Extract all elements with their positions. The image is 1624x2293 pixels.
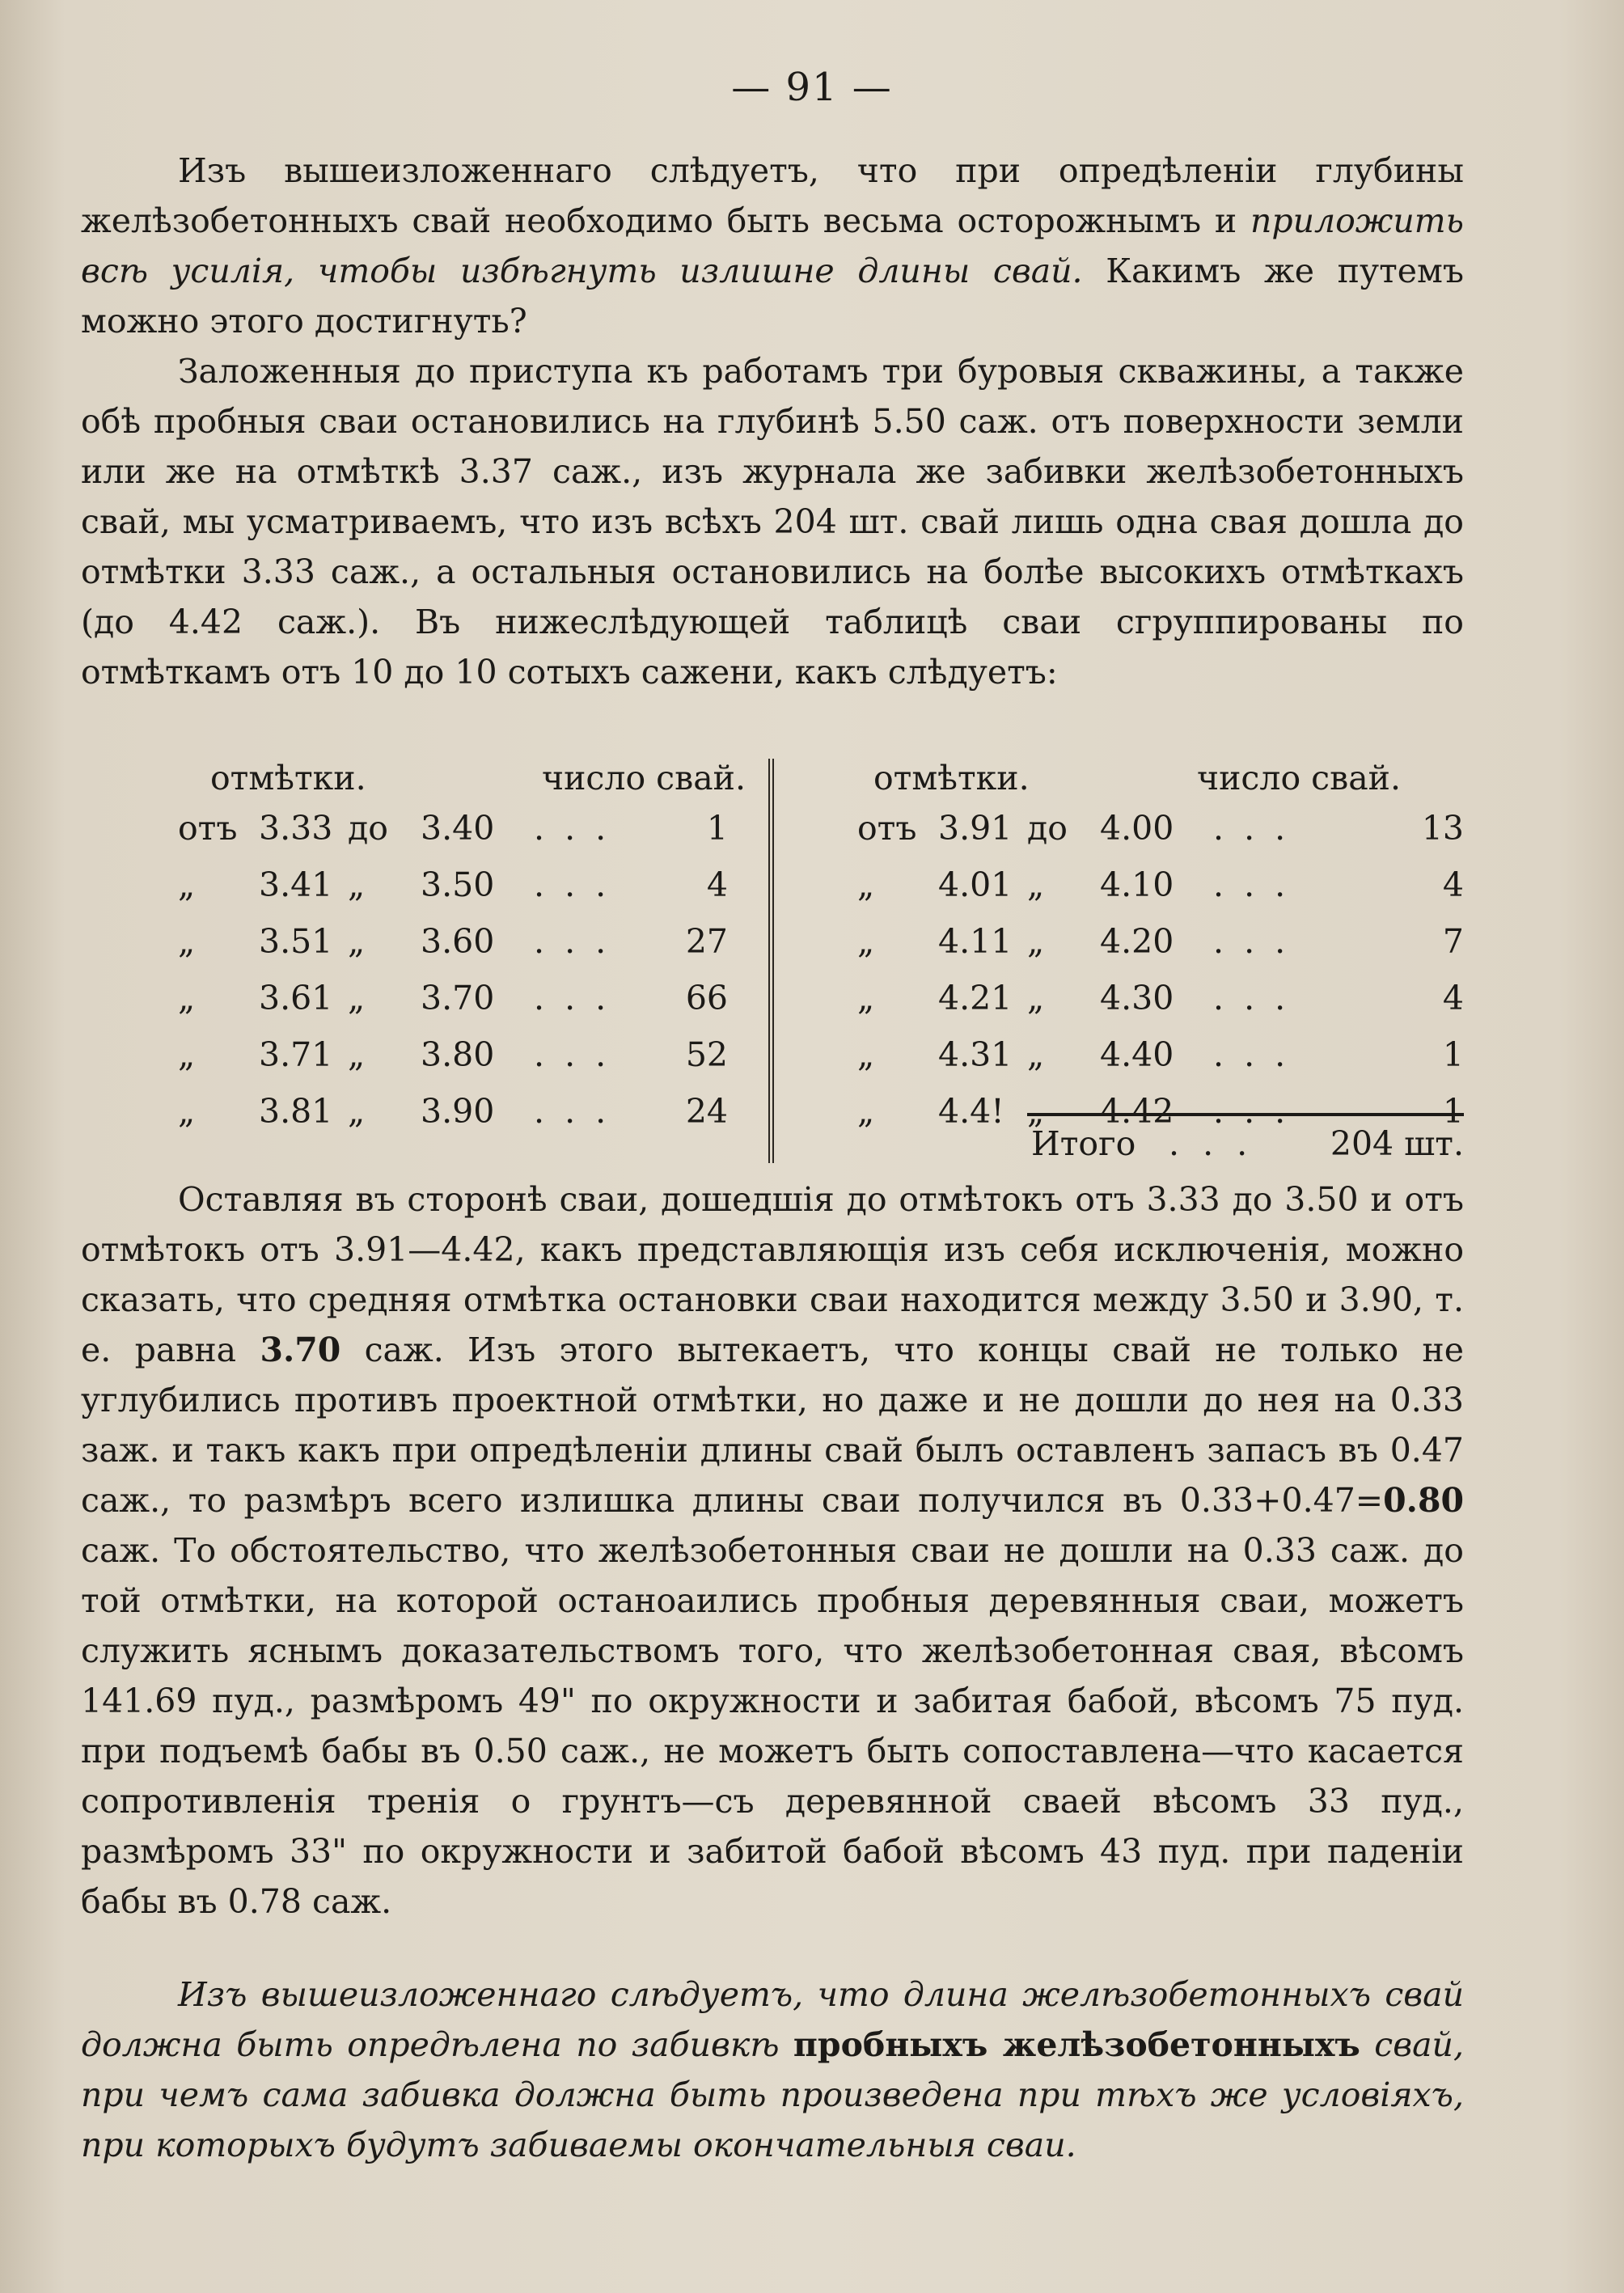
range-connector: „	[1027, 979, 1045, 1017]
range-connector: „	[1027, 1092, 1045, 1131]
pile-count: 4	[1442, 865, 1464, 904]
pile-count: 1	[706, 809, 728, 848]
table-row	[178, 1092, 825, 1149]
range-prefix: „	[178, 865, 196, 904]
range-low: 3.61	[259, 979, 333, 1017]
range-prefix: „	[857, 865, 875, 904]
range-connector: „	[348, 922, 366, 961]
range-connector: „	[1027, 865, 1045, 904]
range-connector: до	[1027, 809, 1068, 848]
range-low: 4.11	[938, 922, 1013, 961]
range-high: 4.30	[1100, 979, 1174, 1017]
leader-dots: . . .	[534, 1092, 611, 1131]
paragraph-analysis-a: Оставляя въ сторонѣ сваи, дошедшія до отмѣтокъ отъ 3.33 до 3.50 и отъ отмѣтокъ отъ 3.91—4.42, какъ представляющія изъ себя исключенія, можно сказать, что средняя отмѣтка остановки сваи находится между 3.50 и 3.90, т. е. равна	[81, 1180, 1464, 1369]
range-high: 4.40	[1100, 1035, 1174, 1074]
paragraph-analysis	[81, 1174, 1464, 1927]
range-low: 4.21	[938, 979, 1013, 1017]
leader-dots: . . .	[1213, 1092, 1291, 1131]
range-high: 4.00	[1100, 809, 1174, 848]
paragraph-conclusion-b: свай, при чемъ сама забивка должна быть произведена при тѣхъ же условіяхъ, при которыхъ будутъ забиваемы окончательныя сваи.	[81, 2025, 1464, 2164]
paragraph-conclusion-bold: пробныхъ желѣзобетонныхъ	[793, 2025, 1360, 2064]
leader-dots: . . .	[1213, 979, 1291, 1017]
paragraph-intro-emphasis: приложить всѣ усилія, чтобы избѣгнуть излишне длины свай.	[81, 201, 1464, 290]
range-low: 3.81	[259, 1092, 333, 1131]
range-low: 3.41	[259, 865, 333, 904]
paragraph-analysis-c: саж. То обстоятельство, что желѣзобетонныя сваи не дошли на 0.33 саж. до той отмѣтки, на которой останоаились пробныя деревянныя сваи, можетъ служить яснымъ доказательствомъ того, что желѣзобетонная свая, вѣсомъ 141.69 пуд., размѣромъ 49" по окружности и забитая бабой, вѣсомъ 75 пуд. при подъемѣ бабы въ 0.50 саж., не можетъ быть сопоставлена—что касается сопротивленія тренія о грунтъ—съ деревянной сваей вѣсомъ 33 пуд., размѣромъ 33" по окружности и забитой бабой вѣсомъ 43 пуд. при паденіи бабы въ 0.78 саж.	[81, 1531, 1464, 1921]
range-prefix: „	[178, 1035, 196, 1074]
pile-count: 4	[706, 865, 728, 904]
total-value: 204 шт.	[1330, 1124, 1464, 1163]
range-prefix: „	[178, 1092, 196, 1131]
range-prefix: „	[857, 979, 875, 1017]
range-low: 3.51	[259, 922, 333, 961]
pile-count: 4	[1442, 979, 1464, 1017]
header-count: число свай.	[1197, 759, 1402, 797]
leader-dots: . . .	[1213, 1035, 1291, 1074]
pile-marks-tables	[81, 759, 1464, 1171]
range-high: 3.50	[421, 865, 495, 904]
range-prefix: „	[857, 1035, 875, 1074]
header-marks: отмѣтки.	[873, 759, 1030, 797]
range-connector: „	[1027, 922, 1045, 961]
range-low: 3.71	[259, 1035, 333, 1074]
range-high: 4.20	[1100, 922, 1174, 961]
leader-dots: . . .	[1213, 922, 1291, 961]
range-low: 3.33	[259, 809, 333, 848]
total-rule	[1027, 1113, 1464, 1116]
leader-dots: . . .	[534, 1035, 611, 1074]
range-high: 3.90	[421, 1092, 495, 1131]
table-row	[857, 922, 1464, 979]
pile-count: 27	[685, 922, 728, 961]
table-row	[178, 1035, 825, 1092]
leader-dots: . . .	[1213, 865, 1291, 904]
range-prefix: отъ	[178, 809, 238, 848]
paragraph-boreholes: Заложенныя до приступа къ работамъ три буровыя скважины, а также обѣ пробныя сваи остановились на глубинѣ 5.50 саж. отъ поверхности земли или же на отмѣткѣ 3.37 саж., изъ журнала же забивки желѣзобетонныхъ свай, мы усматриваемъ, что изъ всѣхъ 204 шт. свай лишь одна свая дошла до отмѣтки 3.33 саж., а остальныя остановились на болѣе высокихъ отмѣткахъ (до 4.42 саж.). Въ нижеслѣдующей таблицѣ сваи сгруппированы по отмѣткамъ отъ 10 до 10 сотыхъ сажени, какъ слѣдуетъ:	[81, 352, 1464, 692]
table-row	[178, 922, 825, 979]
paragraph-intro	[81, 146, 1464, 697]
table-row	[857, 809, 1464, 865]
table-divider	[768, 759, 774, 1163]
leader-dots: . . .	[534, 922, 611, 961]
range-prefix: „	[857, 922, 875, 961]
leader-dots: . . .	[534, 979, 611, 1017]
table-left	[178, 759, 825, 1149]
total-label: Итого	[1031, 1124, 1136, 1163]
range-connector: „	[348, 1035, 366, 1074]
range-connector: „	[1027, 1035, 1045, 1074]
table-row	[857, 865, 1464, 922]
range-high: 3.80	[421, 1035, 495, 1074]
range-prefix: отъ	[857, 809, 917, 848]
paragraph-analysis-b: саж. Изъ этого вытекаетъ, что концы свай не только не углубились противъ проектной отмѣтки, но даже и не дошли до нея на 0.33 заж. и такъ какъ при опредѣленіи длины свай былъ оставленъ запасъ въ 0.47 саж., то размѣръ всего излишка длины сваи получился въ 0.33+0.47=	[81, 1331, 1465, 1520]
table-row	[857, 979, 1464, 1035]
header-count: число свай.	[542, 759, 746, 797]
pile-count: 1	[1442, 1092, 1464, 1131]
range-low: 3.91	[938, 809, 1013, 848]
pile-count: 13	[1421, 809, 1464, 848]
range-high: 4.42	[1100, 1092, 1174, 1131]
range-low: 4.31	[938, 1035, 1013, 1074]
paragraph-conclusion-a: Изъ вышеизложеннаго слѣдуетъ, что длина желѣзобетонныхъ свай должна быть опредѣлена по забивкѣ	[81, 1975, 1464, 2064]
pile-count: 52	[685, 1035, 728, 1074]
range-connector: до	[348, 809, 388, 848]
paragraph-intro-text: Изъ вышеизложеннаго слѣдуетъ, что при опредѣленіи глубины желѣзобетонныхъ свай необходимо быть весьма осторожнымъ и	[81, 151, 1464, 240]
range-low: 4.01	[938, 865, 1013, 904]
range-high: 3.70	[421, 979, 495, 1017]
mean-mark-value: 3.70	[260, 1331, 341, 1369]
table-left-header	[178, 759, 825, 809]
page-number: — 91 —	[731, 65, 893, 110]
range-connector: „	[348, 1092, 366, 1131]
leader-dots: . . .	[534, 865, 611, 904]
range-connector: „	[348, 865, 366, 904]
table-row	[178, 865, 825, 922]
header-marks: отмѣтки.	[210, 759, 366, 797]
paragraph-intro-end: Какимъ же путемъ можно этого достигнуть?	[81, 252, 1464, 341]
total-dots: . . .	[1169, 1124, 1254, 1163]
table-right	[857, 759, 1464, 1149]
table-row	[178, 979, 825, 1035]
pile-count: 7	[1442, 922, 1464, 961]
range-connector: „	[348, 979, 366, 1017]
range-prefix: „	[857, 1092, 875, 1131]
pile-count: 1	[1442, 1035, 1464, 1074]
table-row	[857, 1035, 1464, 1092]
table-row	[178, 809, 825, 865]
table-right-header	[857, 759, 1464, 809]
range-high: 3.40	[421, 809, 495, 848]
range-prefix: „	[178, 922, 196, 961]
range-high: 3.60	[421, 922, 495, 961]
range-prefix: „	[178, 979, 196, 1017]
range-low: 4.4!	[938, 1092, 1004, 1131]
range-high: 4.10	[1100, 865, 1174, 904]
leader-dots: . . .	[1213, 809, 1291, 848]
pile-count: 24	[685, 1092, 728, 1131]
pile-count: 66	[685, 979, 728, 1017]
excess-length-value: 0.80	[1383, 1481, 1464, 1520]
leader-dots: . . .	[534, 809, 611, 848]
paragraph-conclusion	[81, 1969, 1464, 2170]
